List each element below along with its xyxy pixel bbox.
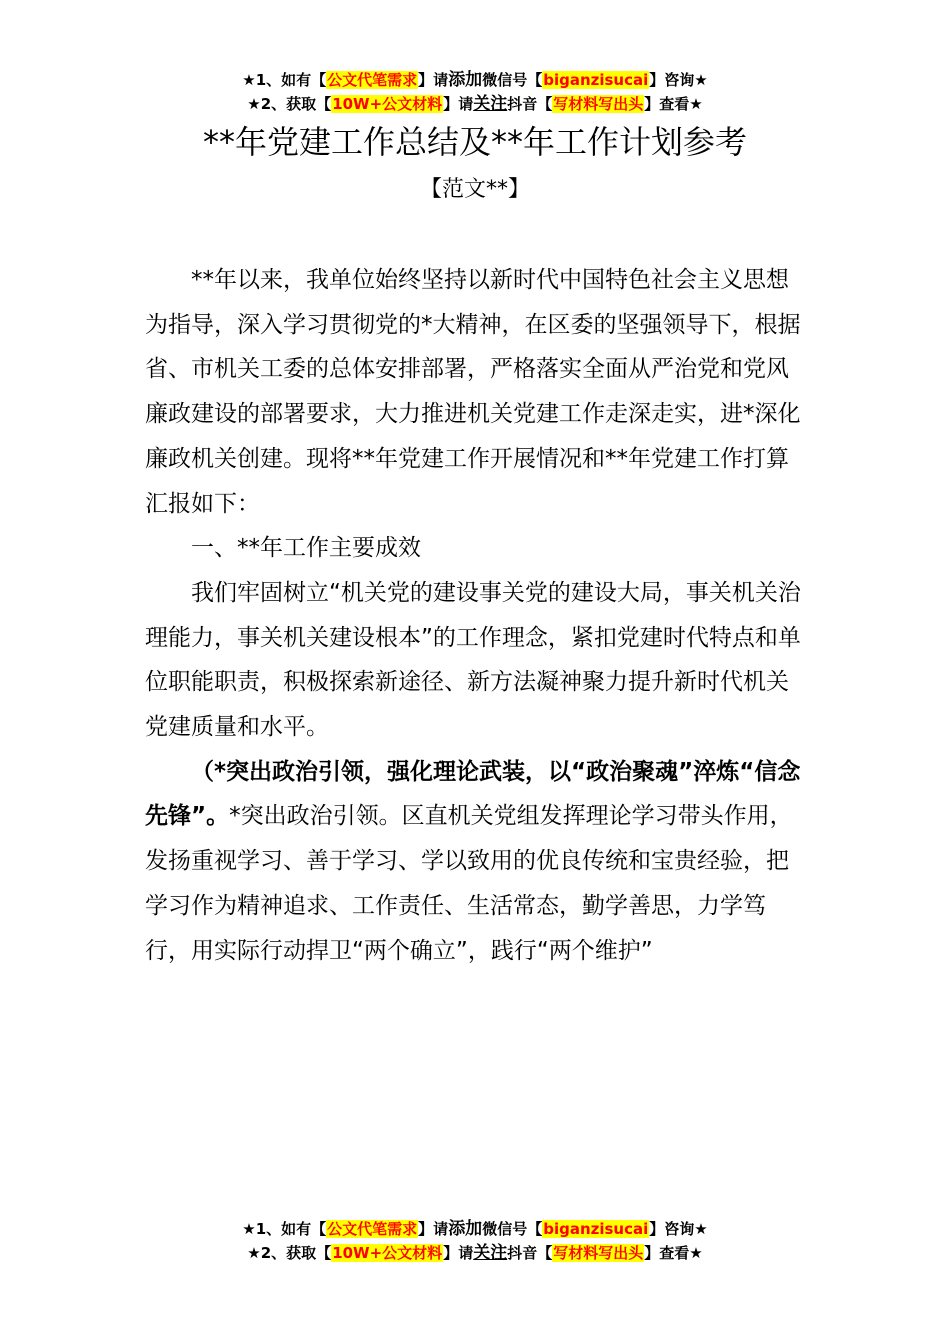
banner-text: 】查看★ [644, 1244, 703, 1262]
banner-text: ★2、获取【 [247, 95, 332, 113]
banner-text: 】查看★ [644, 95, 703, 113]
banner-emphasis: 关注 [473, 1243, 508, 1263]
banner-text: 抖音【 [507, 95, 553, 113]
paragraph-summary: 我们牢固树立“机关党的建设事关党的建设大局，事关机关治理能力，事关机关建设根本”的工作理念，紧扣党建时代特点和单位职能职责，积极探索新途径、新方法凝神聚力提升新时代机关党建质量和水平。 [145, 579, 801, 741]
document-title: **年党建工作总结及**年工作计划参考 [202, 123, 747, 161]
paragraph-rest: *突出政治引领。区直机关党组发挥理论学习带头作用，发扬重视学习、善于学习、学以致用的优良传统和宝贵经验，把学习作为精神追求、工作责任、生活常态，勤学善思，力学笃行，用实际行动捍卫“两个确立”，践行“两个维护” [145, 803, 793, 964]
banner-highlight: 10W+公文材料 [332, 1244, 443, 1262]
banner-text: 】请 [443, 1244, 474, 1262]
banner-text: ★1、如有【 [242, 1220, 327, 1238]
banner-emphasis: 关注 [473, 94, 508, 114]
banner-highlight: biganzisucai [543, 71, 649, 89]
banner-text: 】咨询★ [649, 1220, 708, 1238]
header-banner [0, 68, 950, 116]
banner-highlight: 写材料写出头 [553, 1244, 644, 1262]
banner-text: ★2、获取【 [247, 1244, 332, 1262]
banner-text: ★1、如有【 [242, 71, 327, 89]
document-subtitle: 【范文**】 [419, 177, 530, 202]
banner-emphasis: 添加 [448, 70, 483, 90]
paragraph-intro: **年以来，我单位始终坚持以新时代中国特色社会主义思想为指导，深入学习贯彻党的*大精神，在区委的坚强领导下，根据省、市机关工委的总体安排部署，严格落实全面从严治党和党风廉政建设的部署要求，大力推进机关党建工作走深走实，进*深化廉政机关创建。现将**年党建工作开展情况和**年党建工作打算汇报如下： [145, 267, 801, 517]
banner-line-2 [0, 1241, 950, 1265]
banner-emphasis: 添加 [448, 1219, 483, 1239]
banner-highlight: 写材料写出头 [553, 95, 644, 113]
banner-line-1 [0, 68, 950, 92]
banner-text: 微信号【 [482, 71, 543, 89]
paragraph-bold-lead: （*突出政治引领，强化理论武装，以“政治聚魂”淬炼“信念先锋”。 [145, 758, 801, 830]
document-body [145, 258, 807, 973]
banner-line-1 [0, 1217, 950, 1241]
banner-highlight: 公文代笔需求 [327, 71, 418, 89]
banner-text: 抖音【 [507, 1244, 553, 1262]
banner-text: 】请 [443, 95, 474, 113]
banner-highlight: 公文代笔需求 [327, 1220, 418, 1238]
section-heading: 一、**年工作主要成效 [191, 535, 421, 562]
banner-line-2 [0, 92, 950, 116]
banner-text: 微信号【 [482, 1220, 543, 1238]
banner-text: 】咨询★ [649, 71, 708, 89]
footer-banner [0, 1217, 950, 1265]
banner-text: 】请 [418, 1220, 449, 1238]
paragraph-political [145, 750, 807, 974]
banner-text: 】请 [418, 71, 449, 89]
banner-highlight: biganzisucai [543, 1220, 649, 1238]
banner-highlight: 10W+公文材料 [332, 95, 443, 113]
